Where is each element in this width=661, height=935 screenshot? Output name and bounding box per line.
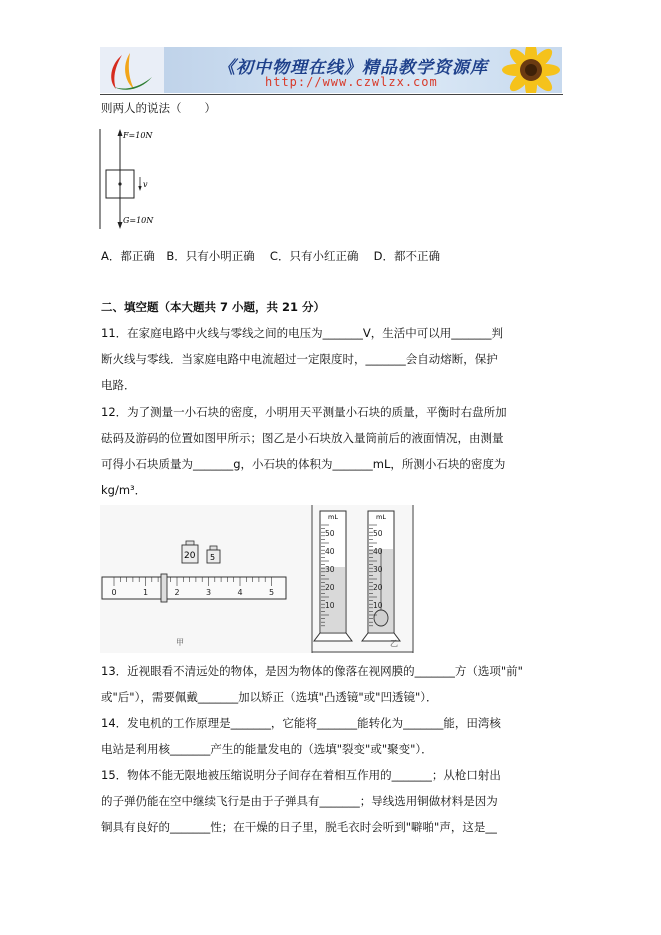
force-up-label: F=10N <box>123 131 153 140</box>
banner-url: http://www.czwlzx.com <box>265 75 438 89</box>
scale-tick-label: 1 <box>143 588 149 597</box>
q13-line1: 13．近视眼看不清远处的物体，是因为物体的像落在视网膜的_______方（选项"前" <box>101 664 523 678</box>
scale-tick-label: 4 <box>237 588 243 597</box>
section-heading: 二、填空题（本大题共 7 小题，共 21 分） <box>101 300 326 314</box>
scale-tick-label: 0 <box>111 588 117 597</box>
label-jia: 甲 <box>176 638 184 647</box>
weight-20-label: 20 <box>184 551 196 561</box>
scale-tick-label: 5 <box>269 588 275 597</box>
cylinder-tick-label: 40 <box>373 547 383 556</box>
velocity-label: v <box>143 180 148 189</box>
q12-line2: 砝码及游码的位置如图甲所示；图乙是小石块放入量筒前后的液面情况，由测量 <box>101 431 504 445</box>
q10-stem: 则两人的说法（ ） <box>101 101 216 115</box>
stone <box>374 610 388 626</box>
q12-line3: 可得小石块质量为_______g，小石块的体积为_______mL，所测小石块的密度为 <box>101 457 506 471</box>
q14-line2: 电站是利用核_______产生的能量发电的（选填"裂变"或"聚变"）． <box>101 742 433 756</box>
q14-line1: 14．发电机的工作原理是_______，它能将_______能转化为_______能，田湾核 <box>101 716 501 730</box>
q13-line2: 或"后"），需要佩戴_______加以矫正（选填"凸透镜"或"凹透镜"）． <box>101 690 438 704</box>
q11-line1: 11．在家庭电路中火线与零线之间的电压为_______V，生活中可以用_______判 <box>101 326 503 340</box>
header-rule <box>100 94 563 95</box>
label-yi: 乙 <box>390 639 398 648</box>
q12-line1: 12．为了测量一小石块的密度，小明用天平测量小石块的质量，平衡时右盘所加 <box>101 405 507 419</box>
scale-tick-label: 3 <box>206 588 212 597</box>
site-logo-icon <box>100 47 164 93</box>
q15-line3: 铜具有良好的_______性；在干燥的日子里，脱毛衣时会听到"噼啪"声，这是__ <box>101 820 497 834</box>
cylinder-tick-label: 30 <box>325 565 335 574</box>
measuring-cylinder-2 <box>362 511 400 641</box>
cylinder2-unit: mL <box>376 513 386 521</box>
balance-cylinder-figure <box>100 505 414 653</box>
cylinder-tick-label: 20 <box>373 583 383 592</box>
sunflower-icon <box>476 47 562 93</box>
force-diagram <box>99 127 163 231</box>
weight-5-label: 5 <box>210 553 216 562</box>
q11-line2: 断火线与零线．当家庭电路中电流超过一定限度时，_______会自动熔断，保护 <box>101 352 498 366</box>
header-banner <box>100 47 562 93</box>
q15-line2: 的子弹仍能在空中继续飞行是由于子弹具有_______；导线选用铜做材料是因为 <box>101 794 498 808</box>
cylinder-tick-label: 20 <box>325 583 335 592</box>
cylinder-tick-label: 10 <box>325 601 335 610</box>
q15-line1: 15．物体不能无限地被压缩说明分子间存在着相互作用的_______；从枪口射出 <box>101 768 501 782</box>
cylinder-tick-label: 50 <box>325 529 335 538</box>
q10-options: A．都正确 B．只有小明正确 C．只有小红正确 D．都不正确 <box>101 249 440 263</box>
cylinder-tick-label: 10 <box>373 601 383 610</box>
q11-line3: 电路． <box>101 378 136 392</box>
banner-title: 《初中物理在线》精品教学资源库 <box>218 58 488 78</box>
measuring-cylinder-1 <box>314 511 352 641</box>
force-down-label: G=10N <box>123 216 154 225</box>
cylinder-tick-label: 30 <box>373 565 383 574</box>
q12-line4: kg/m³． <box>101 483 147 497</box>
scale-tick-label: 2 <box>174 588 180 597</box>
rider <box>161 574 167 602</box>
cylinder-tick-label: 40 <box>325 547 335 556</box>
cylinder1-unit: mL <box>328 513 338 521</box>
cylinder-tick-label: 50 <box>373 529 383 538</box>
